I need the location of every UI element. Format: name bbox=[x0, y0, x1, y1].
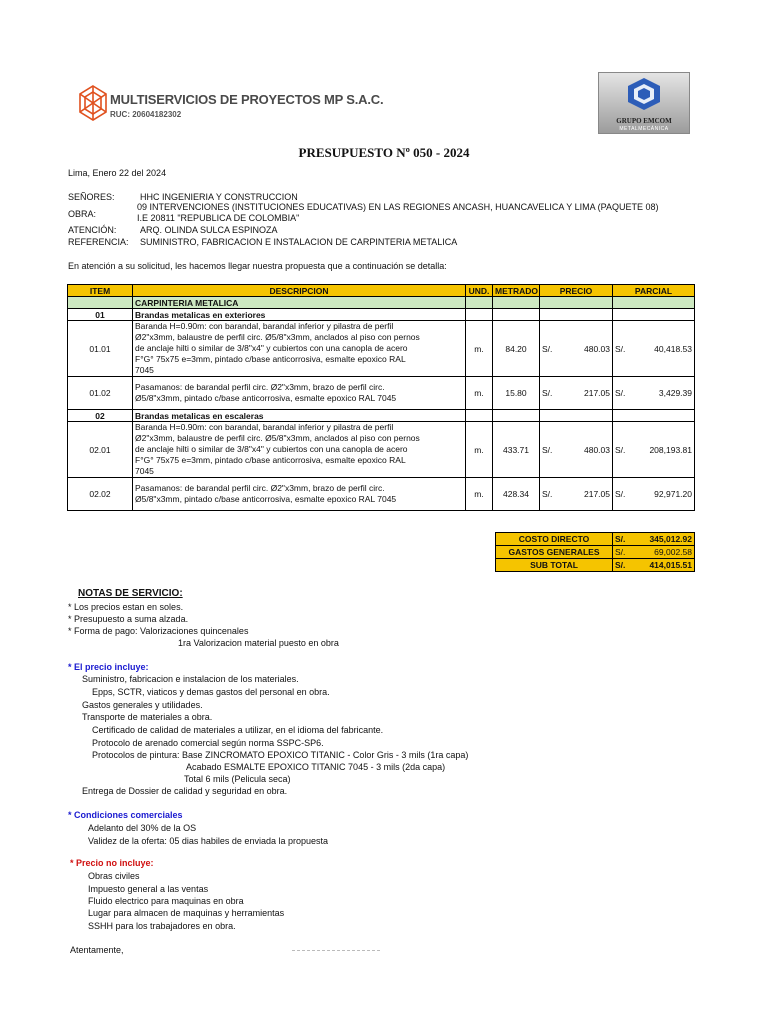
total-row-costo-directo bbox=[496, 533, 695, 546]
includes-item: Protocolo de arenado comercial según norma SSPC-SP6. bbox=[92, 738, 324, 748]
item-currency: S/. bbox=[613, 321, 633, 377]
table-header-row bbox=[68, 285, 695, 297]
emcom-logo-icon bbox=[626, 77, 662, 111]
senores-value: HHC INGENIERIA Y CONSTRUCCION bbox=[140, 192, 298, 202]
group-name: Brandas metalicas en escaleras bbox=[133, 410, 466, 422]
item-code: 01.01 bbox=[68, 321, 133, 377]
excludes-title: * Precio no incluye: bbox=[70, 858, 154, 868]
total-currency: S/. bbox=[613, 559, 633, 572]
total-value: 414,015.51 bbox=[633, 559, 695, 572]
group-code: 02 bbox=[68, 410, 133, 422]
category-row bbox=[68, 297, 695, 309]
company-logo-icon bbox=[78, 84, 108, 122]
item-und: m. bbox=[466, 377, 493, 410]
conditions-item: Validez de la oferta: 05 dias habiles de enviada la propuesta bbox=[88, 836, 328, 846]
note-line: * Forma de pago: Valorizaciones quincenales bbox=[68, 626, 249, 636]
table-row bbox=[68, 321, 695, 377]
excludes-item: Impuesto general a las ventas bbox=[88, 884, 209, 894]
total-row-gastos-generales bbox=[496, 546, 695, 559]
includes-item: Protocolos de pintura: Base ZINCROMATO EPOXICO TITANIC - Color Gris - 3 mils (1ra capa) bbox=[92, 750, 469, 760]
obra-label: OBRA: bbox=[68, 209, 97, 219]
item-und: m. bbox=[466, 321, 493, 377]
item-precio: 217.05 bbox=[563, 377, 613, 410]
includes-item: Entrega de Dossier de calidad y seguridad en obra. bbox=[82, 786, 288, 796]
total-label: COSTO DIRECTO bbox=[496, 533, 613, 546]
item-metrado: 433.71 bbox=[493, 422, 540, 478]
header-metrado: METRADO bbox=[493, 285, 540, 297]
includes-item: Acabado ESMALTE EPOXICO TITANIC 7045 - 3 mils (2da capa) bbox=[186, 762, 446, 772]
item-parcial: 3,429.39 bbox=[633, 377, 695, 410]
includes-title: * El precio incluye: bbox=[68, 662, 149, 672]
item-metrado: 428.34 bbox=[493, 478, 540, 511]
company-ruc: RUC: 20604182302 bbox=[110, 110, 182, 119]
table-row bbox=[68, 478, 695, 511]
header-descripcion: DESCRIPCION bbox=[133, 285, 466, 297]
closing-text: Atentamente, bbox=[70, 945, 124, 955]
partner-sub: METALMECÁNICA bbox=[619, 126, 669, 132]
table-row bbox=[68, 422, 695, 478]
total-currency: S/. bbox=[613, 533, 633, 546]
totals-table bbox=[495, 532, 695, 572]
item-currency: S/. bbox=[540, 321, 563, 377]
partner-label: GRUPO EMCOM bbox=[616, 117, 672, 125]
header-und: UND. bbox=[466, 285, 493, 297]
note-payment-sub: 1ra Valorizacion material puesto en obra bbox=[178, 638, 339, 648]
excludes-item: Obras civiles bbox=[88, 871, 140, 881]
item-parcial: 40,418.53 bbox=[633, 321, 695, 377]
referencia-value: SUMINISTRO, FABRICACION E INSTALACION DE CARPINTERIA METALICA bbox=[140, 237, 458, 247]
group-name: Brandas metalicas en exteriores bbox=[133, 309, 466, 321]
senores-label: SEÑORES: bbox=[68, 192, 115, 202]
item-parcial: 208,193.81 bbox=[633, 422, 695, 478]
excludes-item: Lugar para almacen de maquinas y herramientas bbox=[88, 908, 285, 918]
note-line: * Los precios estan en soles. bbox=[68, 602, 184, 612]
document-title: PRESUPUESTO Nº 050 - 2024 bbox=[298, 145, 470, 160]
obra-line-2: I.E 20811 "REPUBLICA DE COLOMBIA" bbox=[137, 213, 300, 223]
item-currency: S/. bbox=[540, 478, 563, 511]
item-code: 02.01 bbox=[68, 422, 133, 478]
item-code: 01.02 bbox=[68, 377, 133, 410]
group-row bbox=[68, 309, 695, 321]
total-row-sub-total bbox=[496, 559, 695, 572]
company-name: MULTISERVICIOS DE PROYECTOS MP S.A.C. bbox=[110, 92, 384, 107]
partner-logo bbox=[598, 72, 690, 134]
includes-item: Gastos generales y utilidades. bbox=[82, 700, 203, 710]
document-date: Lima, Enero 22 del 2024 bbox=[68, 168, 167, 178]
item-currency: S/. bbox=[613, 377, 633, 410]
excludes-item: Fluido electrico para maquinas en obra bbox=[88, 896, 244, 906]
item-currency: S/. bbox=[540, 422, 563, 478]
item-currency: S/. bbox=[613, 478, 633, 511]
total-value: 69,002.58 bbox=[633, 546, 695, 559]
item-parcial: 92,971.20 bbox=[633, 478, 695, 511]
total-label: SUB TOTAL bbox=[496, 559, 613, 572]
item-description: Baranda H=0.90m: con barandal, barandal inferior y pilastra de perfil Ø2"x3mm, balaustre de perfil circ. Ø5/8"x3mm, anclados al piso con pernos de anclaje hilti o similar de 3/8"x4" y cubiertos con una canopla de acero F°G° 75x75 e=3mm, pintado c/base anticorrosiva, esmalte epoxico RAL 7045 bbox=[133, 321, 466, 377]
item-description: Baranda H=0.90m: con barandal, barandal inferior y pilastra de perfil Ø2"x3mm, balaustre de perfil circ. Ø5/8"x3mm, anclados al piso con pernos de anclaje hilti o similar de 3/8"x4" y cubiertos con una canopla de acero F°G° 75x75 e=3mm, pintado c/base anticorrosiva, esmalte epoxico RAL 7045 bbox=[133, 422, 466, 478]
conditions-item: Adelanto del 30% de la OS bbox=[88, 823, 197, 833]
includes-item: Certificado de calidad de materiales a utilizar, en el idioma del fabricante. bbox=[92, 725, 384, 735]
item-precio: 480.03 bbox=[563, 321, 613, 377]
note-line: * Presupuesto a suma alzada. bbox=[68, 614, 189, 624]
obra-line-1: 09 INTERVENCIONES (INSTITUCIONES EDUCATIVAS) EN LAS REGIONES ANCASH, HUANCAVELICA Y LIMA (PAQUETE 08) bbox=[137, 202, 659, 212]
header-precio: PRECIO bbox=[540, 285, 613, 297]
includes-item: Epps, SCTR, viaticos y demas gastos del personal en obra. bbox=[92, 687, 330, 697]
total-currency: S/. bbox=[613, 546, 633, 559]
includes-item: Transporte de materiales a obra. bbox=[82, 712, 213, 722]
conditions-title: * Condiciones comerciales bbox=[68, 810, 183, 820]
item-description: Pasamanos: de barandal perfil circ. Ø2"x3mm, brazo de perfil circ. Ø5/8"x3mm, pintado c/base anticorrosiva, esmalte epoxico RAL 7045 bbox=[133, 478, 466, 511]
table-row bbox=[68, 377, 695, 410]
includes-item: Suministro, fabricacion e instalacion de los materiales. bbox=[82, 674, 299, 684]
atencion-label: ATENCIÓN: bbox=[68, 225, 117, 235]
total-value: 345,012.92 bbox=[633, 533, 695, 546]
notes-title: NOTAS DE SERVICIO: bbox=[78, 588, 183, 599]
group-code: 01 bbox=[68, 309, 133, 321]
referencia-label: REFERENCIA: bbox=[68, 237, 129, 247]
item-metrado: 15.80 bbox=[493, 377, 540, 410]
intro-text: En atención a su solicitud, les hacemos llegar nuestra propuesta que a continuación se detalla: bbox=[68, 261, 447, 271]
item-und: m. bbox=[466, 478, 493, 511]
item-currency: S/. bbox=[613, 422, 633, 478]
category-label: CARPINTERIA METALICA bbox=[133, 297, 466, 309]
item-precio: 217.05 bbox=[563, 478, 613, 511]
budget-table bbox=[67, 284, 695, 511]
excludes-item: SSHH para los trabajadores en obra. bbox=[88, 921, 236, 931]
item-description: Pasamanos: de barandal perfil circ. Ø2"x3mm, brazo de perfil circ. Ø5/8"x3mm, pintado c/base anticorrosiva, esmalte epoxico RAL 7045 bbox=[133, 377, 466, 410]
item-und: m. bbox=[466, 422, 493, 478]
signature-line bbox=[292, 950, 380, 951]
item-metrado: 84.20 bbox=[493, 321, 540, 377]
item-precio: 480.03 bbox=[563, 422, 613, 478]
item-currency: S/. bbox=[540, 377, 563, 410]
total-label: GASTOS GENERALES bbox=[496, 546, 613, 559]
header-parcial: PARCIAL bbox=[613, 285, 695, 297]
atencion-value: ARQ. OLINDA SULCA ESPINOZA bbox=[140, 225, 278, 235]
group-row bbox=[68, 410, 695, 422]
includes-item: Total 6 mils (Pelicula seca) bbox=[184, 774, 291, 784]
item-code: 02.02 bbox=[68, 478, 133, 511]
header-item: ITEM bbox=[68, 285, 133, 297]
